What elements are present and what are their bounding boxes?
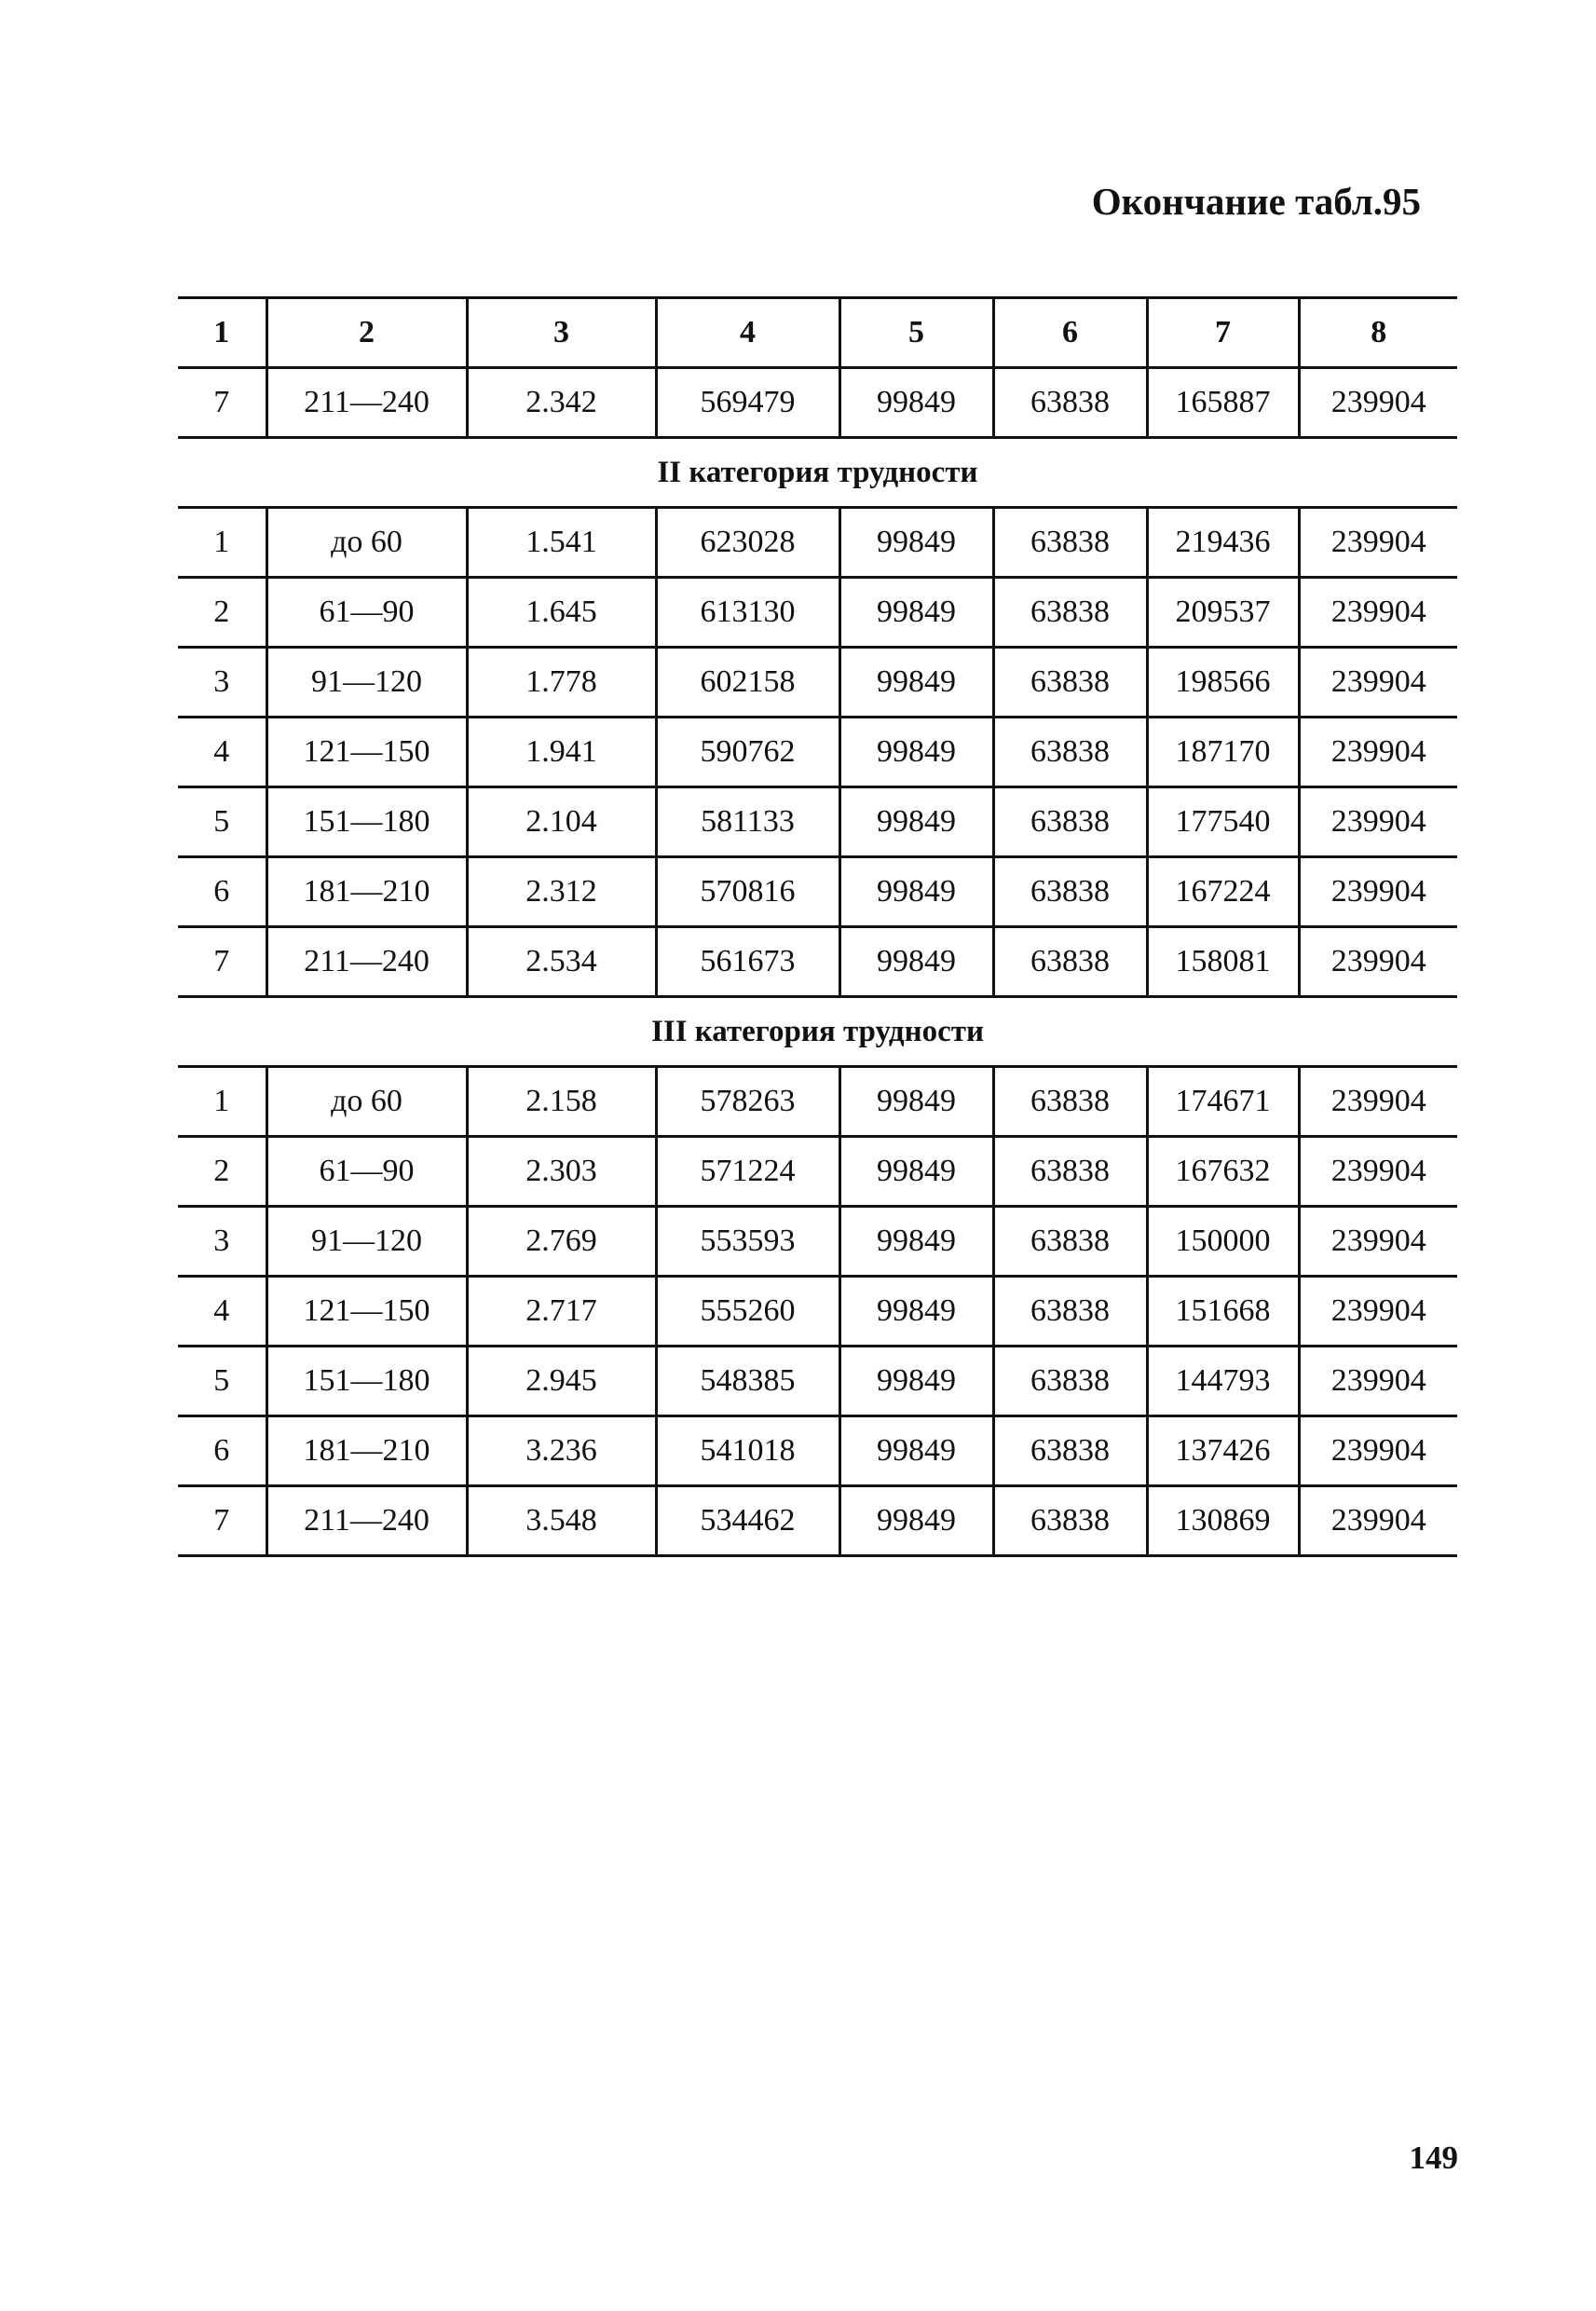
table-cell: 99849 [839,1067,993,1137]
table-row [178,648,1457,718]
table-cell: 63838 [993,1067,1147,1137]
table-cell: 121—150 [266,1277,467,1347]
table-cell: 63838 [993,787,1147,857]
table-cell: 63838 [993,1207,1147,1277]
table-cell: 571224 [656,1137,839,1207]
table-cell: 553593 [656,1207,839,1277]
table-cell: 61—90 [266,578,467,648]
table-cell: 239904 [1299,648,1457,718]
table-row [178,508,1457,578]
table-cell: 602158 [656,648,839,718]
table-row [178,787,1457,857]
table-cell: 3 [467,298,656,368]
table-cell: 1.778 [467,648,656,718]
table-cell: 63838 [993,718,1147,787]
table-cell: 7 [178,1486,266,1556]
table-cell: 2.312 [467,857,656,927]
table-row [178,1416,1457,1486]
table-cell: 177540 [1147,787,1299,857]
table-cell: 239904 [1299,1137,1457,1207]
table-cell: 7 [1147,298,1299,368]
table-cell: 211—240 [266,927,467,997]
table-cell: 1 [178,298,266,368]
table-cell: 99849 [839,857,993,927]
table-cell: 211—240 [266,1486,467,1556]
table-cell: 1.645 [467,578,656,648]
table-cell: 2.534 [467,927,656,997]
table-cell: 3 [178,1207,266,1277]
table-cell: 2.342 [467,368,656,438]
table-cell: 548385 [656,1347,839,1416]
table-cell: 121—150 [266,718,467,787]
table-cell: 3.548 [467,1486,656,1556]
table-cell: 167632 [1147,1137,1299,1207]
table-cell: 2.158 [467,1067,656,1137]
table-cell: 167224 [1147,857,1299,927]
table-cell: 63838 [993,578,1147,648]
table-cell: 7 [178,927,266,997]
section-heading-row [178,997,1457,1067]
table-cell: 1.941 [467,718,656,787]
table-cell: 4 [656,298,839,368]
table-cell: 99849 [839,787,993,857]
table-row [178,927,1457,997]
table-cell: 219436 [1147,508,1299,578]
table-cell: 151—180 [266,787,467,857]
table-cell: 63838 [993,648,1147,718]
table-row [178,1347,1457,1416]
table-cell: 6 [993,298,1147,368]
table-cell: 561673 [656,927,839,997]
table-cell: 239904 [1299,927,1457,997]
table-cell: 239904 [1299,718,1457,787]
table-cell: 63838 [993,857,1147,927]
table-cell: 2.303 [467,1137,656,1207]
table-cell: 239904 [1299,578,1457,648]
table-cell: до 60 [266,508,467,578]
table-cell: 63838 [993,1277,1147,1347]
table-cell: 99849 [839,648,993,718]
table-cell: 181—210 [266,857,467,927]
table-cell: 63838 [993,1347,1147,1416]
table-row [178,1067,1457,1137]
table-cell: 158081 [1147,927,1299,997]
page-number: 149 [1409,2140,1458,2176]
table-container [178,296,1457,1557]
section-heading: II категория трудности [178,438,1457,508]
table-cell: 570816 [656,857,839,927]
table-cell: 99849 [839,1486,993,1556]
table-cell: 239904 [1299,787,1457,857]
table-cell: 4 [178,718,266,787]
table-cell: 239904 [1299,1416,1457,1486]
table-cell: 150000 [1147,1207,1299,1277]
table-cell: 239904 [1299,1207,1457,1277]
table-cell: 239904 [1299,1347,1457,1416]
table-cell: 239904 [1299,1067,1457,1137]
table-cell: 555260 [656,1277,839,1347]
table-cell: 239904 [1299,508,1457,578]
table-cell: 99849 [839,1416,993,1486]
table-cell: 541018 [656,1416,839,1486]
table-cell: 2.104 [467,787,656,857]
table-row [178,1277,1457,1347]
table-cell: 211—240 [266,368,467,438]
table-cell: 61—90 [266,1137,467,1207]
table-cell: 3.236 [467,1416,656,1486]
table-cell: 2 [178,1137,266,1207]
table-cell: 99849 [839,718,993,787]
page-title: Окончание табл.95 [1091,180,1421,223]
table-cell: 534462 [656,1486,839,1556]
table-cell: 7 [178,368,266,438]
table-cell: 99849 [839,1277,993,1347]
table-cell: 6 [178,857,266,927]
table-cell: 187170 [1147,718,1299,787]
table-row [178,578,1457,648]
table-cell: 1 [178,508,266,578]
table-cell: 91—120 [266,1207,467,1277]
table-cell: 151—180 [266,1347,467,1416]
table-cell: 99849 [839,1207,993,1277]
table-cell: 2 [266,298,467,368]
table-cell: 239904 [1299,368,1457,438]
table-header-row [178,298,1457,368]
table-cell: 91—120 [266,648,467,718]
table-cell: 99849 [839,508,993,578]
table-row [178,1137,1457,1207]
table-cell: 581133 [656,787,839,857]
table-cell: 239904 [1299,1277,1457,1347]
table-cell: 144793 [1147,1347,1299,1416]
table-cell: 209537 [1147,578,1299,648]
table-cell: 99849 [839,927,993,997]
table-cell: 1 [178,1067,266,1137]
table-cell: 4 [178,1277,266,1347]
section-heading: III категория трудности [178,997,1457,1067]
table-cell: 198566 [1147,648,1299,718]
table-row [178,368,1457,438]
table-cell: 2.769 [467,1207,656,1277]
table-cell: 99849 [839,1137,993,1207]
table-cell: 63838 [993,368,1147,438]
table-cell: 63838 [993,1486,1147,1556]
table-cell: 2.945 [467,1347,656,1416]
table-cell: 5 [839,298,993,368]
table-row [178,1207,1457,1277]
table-cell: 99849 [839,1347,993,1416]
data-table [178,296,1457,1557]
table-cell: 99849 [839,368,993,438]
table-cell: 2.717 [467,1277,656,1347]
table-cell: 6 [178,1416,266,1486]
table-cell: 137426 [1147,1416,1299,1486]
table-cell: 151668 [1147,1277,1299,1347]
table-cell: 590762 [656,718,839,787]
table-cell: 63838 [993,508,1147,578]
table-cell: 63838 [993,927,1147,997]
table-cell: до 60 [266,1067,467,1137]
table-cell: 569479 [656,368,839,438]
table-cell: 1.541 [467,508,656,578]
table-cell: 63838 [993,1137,1147,1207]
table-cell: 2 [178,578,266,648]
table-cell: 181—210 [266,1416,467,1486]
table-row [178,1486,1457,1556]
table-cell: 99849 [839,578,993,648]
table-cell: 5 [178,1347,266,1416]
table-row [178,718,1457,787]
table-cell: 578263 [656,1067,839,1137]
table-cell: 5 [178,787,266,857]
table-cell: 239904 [1299,1486,1457,1556]
table-cell: 8 [1299,298,1457,368]
table-cell: 165887 [1147,368,1299,438]
table-cell: 613130 [656,578,839,648]
table-cell: 239904 [1299,857,1457,927]
section-heading-row [178,438,1457,508]
table-cell: 63838 [993,1416,1147,1486]
table-body [178,298,1457,1556]
table-cell: 623028 [656,508,839,578]
table-cell: 3 [178,648,266,718]
table-cell: 130869 [1147,1486,1299,1556]
table-row [178,857,1457,927]
table-cell: 174671 [1147,1067,1299,1137]
